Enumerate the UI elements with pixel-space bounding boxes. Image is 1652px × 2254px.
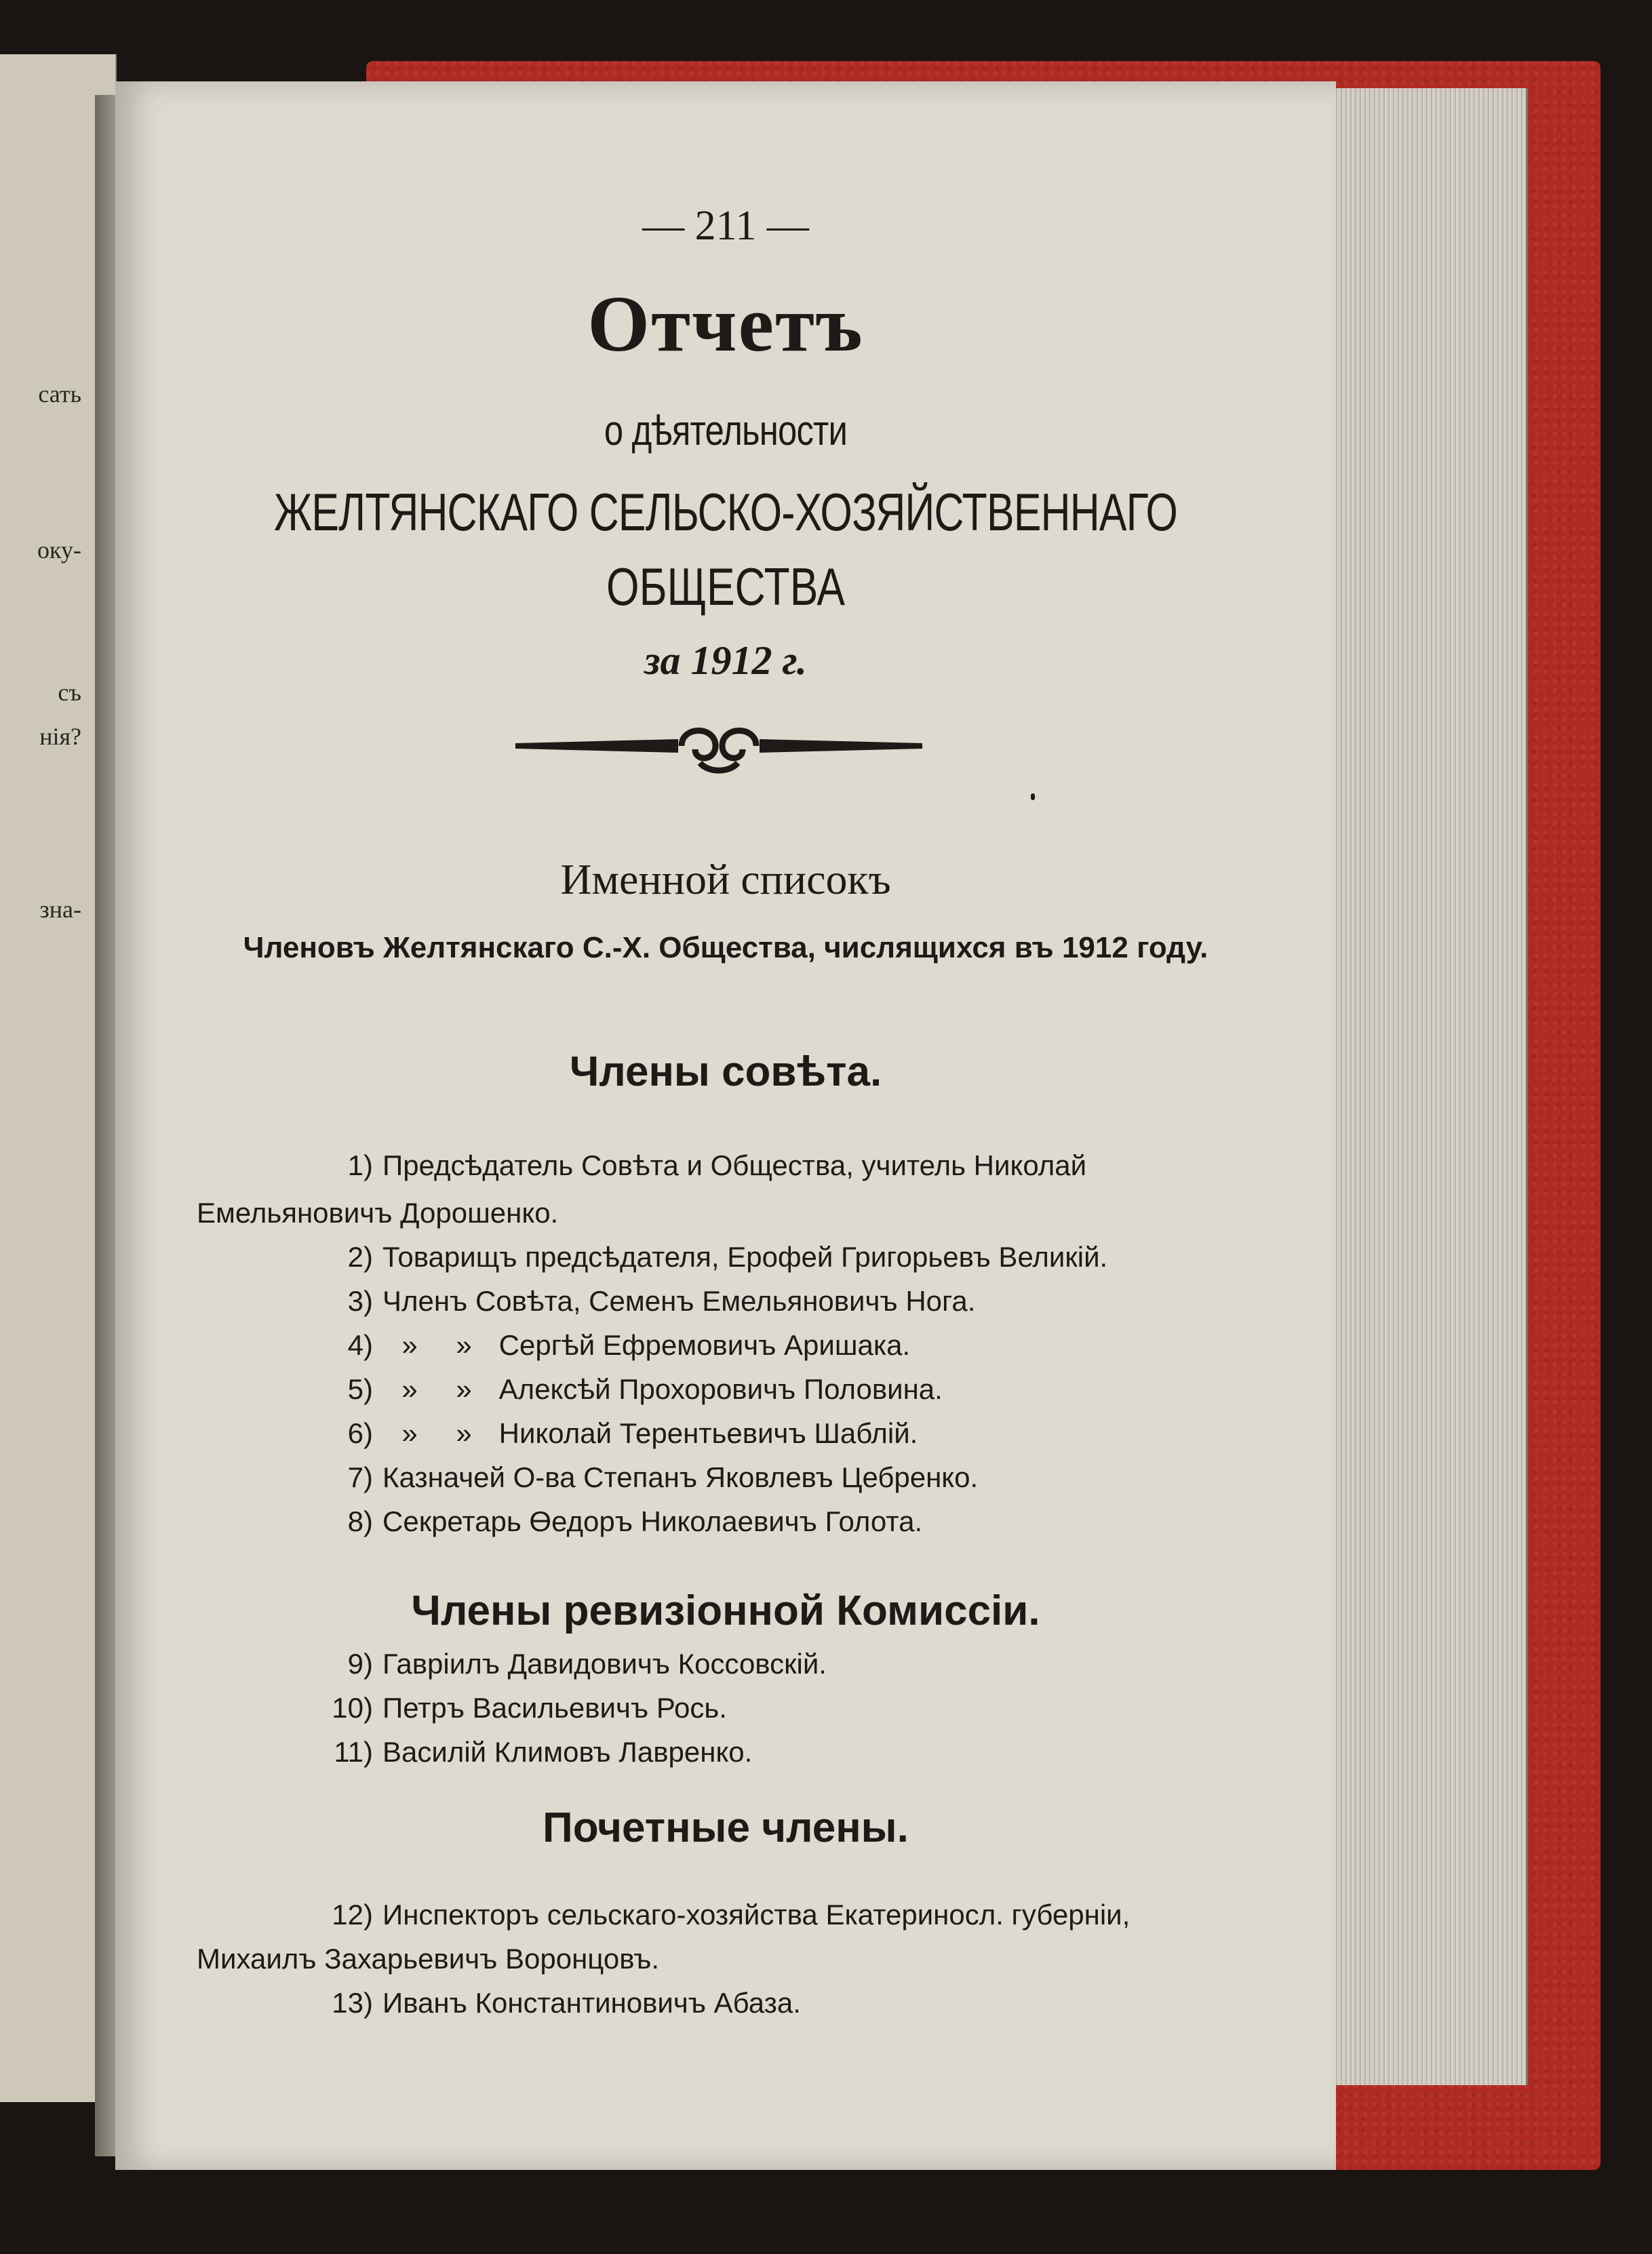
society-name-2: ОБЩЕСТВА xyxy=(606,557,845,616)
section-heading-honorary: Почетные члены. xyxy=(543,1804,909,1851)
list-item: 7) Казначей О-ва Степанъ Яковлевъ Цебренко. xyxy=(347,1461,979,1493)
list-item-continuation: Емельяновичъ Дорошенко. xyxy=(197,1197,559,1229)
list-item: 1) Предсѣдатель Совѣта и Общества, учитель Николай xyxy=(347,1149,1087,1181)
ornament-divider-icon xyxy=(509,712,929,780)
society-name: ЖЕЛТЯНСКАГО СЕЛЬСКО-ХОЗЯЙСТВЕННАГО xyxy=(273,482,1178,542)
page-edges xyxy=(1329,88,1528,2085)
list-title: Именной списокъ xyxy=(560,855,891,903)
page-number: — 211 — xyxy=(642,203,809,249)
list-item: 8) Секретарь Өедоръ Николаевичъ Голота. xyxy=(347,1505,923,1537)
report-year: за 1912 г. xyxy=(644,638,807,683)
list-item: 9) Гавріилъ Давидовичъ Коссовскій. xyxy=(347,1648,827,1680)
section-heading-audit: Члены ревизіонной Комиссіи. xyxy=(411,1587,1040,1634)
list-item-continuation: Михаилъ Захарьевичъ Воронцовъ. xyxy=(197,1943,660,1975)
list-item: 12) Инспекторъ сельскаго-хозяйства Екатериносл. губерніи, xyxy=(332,1899,1130,1931)
list-item: 2) Товарищъ предсѣдателя, Ерофей Григорьевъ Великій. xyxy=(347,1241,1108,1273)
left-page-word: зна- xyxy=(39,896,81,923)
list-item: 3) Членъ Совѣта, Семенъ Емельяновичъ Нога. xyxy=(347,1285,976,1317)
left-page-word: сать xyxy=(38,380,81,408)
left-page-word: нія? xyxy=(39,723,81,750)
ink-speck xyxy=(1031,793,1035,800)
report-subtitle: о дѣятельности xyxy=(604,408,848,454)
list-item: 6) » » Николай Терентьевичъ Шаблій. xyxy=(347,1417,918,1449)
left-page-word: оку- xyxy=(37,536,81,564)
report-title: Отчетъ xyxy=(587,279,864,368)
list-item: 4) » » Сергѣй Ефремовичъ Аришака. xyxy=(347,1329,911,1361)
list-item: 10) Петръ Васильевичъ Рось. xyxy=(332,1692,727,1724)
list-subtitle: Членовъ Желтянскаго С.-Х. Общества, числящихся въ 1912 году. xyxy=(243,931,1208,964)
list-item: 5) » » Алексѣй Прохоровичъ Половина. xyxy=(347,1373,943,1405)
book-page xyxy=(115,81,1336,2170)
section-heading-council: Члены совѣта. xyxy=(569,1048,882,1095)
list-item: 13) Иванъ Константиновичъ Абаза. xyxy=(332,1987,801,2019)
list-item: 11) Василій Климовъ Лавренко. xyxy=(334,1736,753,1768)
left-page-word: съ xyxy=(58,679,81,706)
